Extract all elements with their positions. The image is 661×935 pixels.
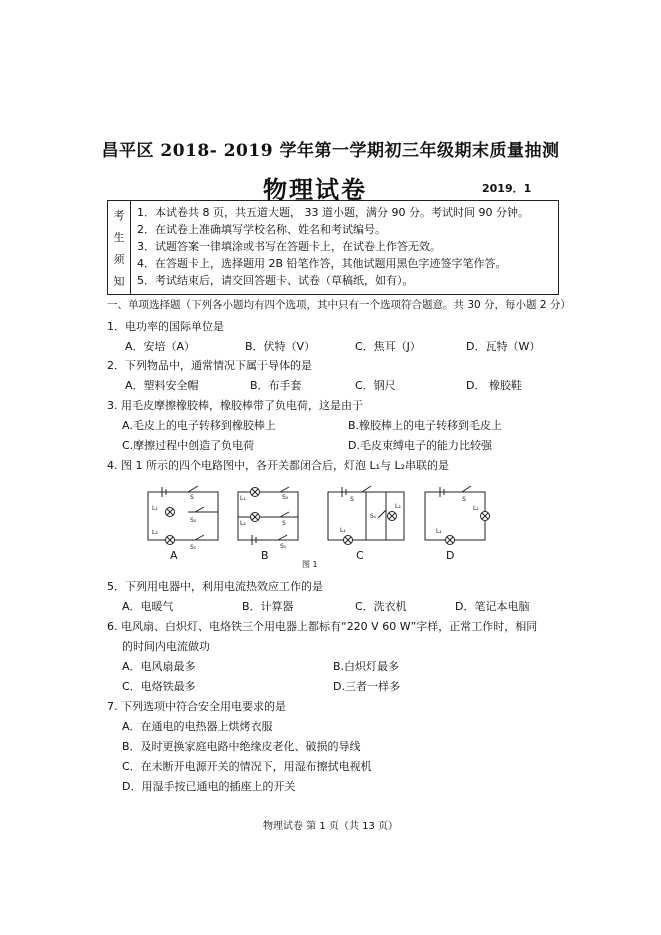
option-a: A.毛皮上的电子转移到橡胶棒上 [122,419,276,432]
notice-rule: 5．考试结束后，请交回答题卡、试卷（草稿纸，如有）。 [137,274,414,287]
option-c: C．钢尺 [355,379,396,392]
label-l2: L₂ [240,520,246,527]
circuit-label: C [356,549,364,562]
notice-rule: 1．本试卷共 8 页，共五道大题， 33 道小题，满分 90 分。考试时间 90 分钟。 [137,206,529,219]
exam-subtitle: 物理试卷 [263,175,367,204]
side-char: 生 [113,231,125,244]
notice-rule: 2．在试卷上准确填写学校名称、姓名和考试编号。 [137,223,386,236]
option-a: A．电暖气 [122,600,174,613]
question-stem: 3. 用毛皮摩擦橡胶棒，橡胶棒带了负电荷，这是由于 [107,399,363,412]
label-l1: L₁ [152,505,158,512]
label-s: S [350,496,354,503]
option-d: D． 橡胶鞋 [466,379,522,392]
option-d: D.三者一样多 [333,680,400,693]
label-s1: S₁ [190,544,197,551]
circuit-c [328,486,404,545]
label-l2: L₂ [152,529,158,536]
notice-rule: 4．在答题卡上，选择题用 2B 铅笔作答，其他试题用黑色字迹签字笔作答。 [137,257,507,270]
label-s2: S₂ [282,494,289,501]
circuit-label: B [261,549,269,562]
label-l1: L₁ [436,528,442,535]
circuit-d [425,486,490,545]
side-char: 知 [113,275,125,288]
question-stem: 4. 图 1 所示的四个电路图中，各开关都闭合后，灯泡 L₁与 L₂串联的是 [107,459,450,472]
label-s: S [190,494,194,501]
option-a: A．电风扇最多 [122,660,196,673]
option-a: A．在通电的电热器上烘烤衣服 [122,720,273,733]
notice-box [107,200,559,295]
notice-rule: 3．试题答案一律填涂或书写在答题卡上，在试卷上作答无效。 [137,240,441,253]
option-a: A．安培（A） [125,340,196,353]
option-b: B.橡胶棒上的电子转移到毛皮上 [348,419,503,432]
figure-caption: 图 1 [302,560,318,569]
circuit-a [148,486,218,545]
option-d: D.毛皮束缚电子的能力比较强 [348,439,492,452]
option-c: C．在未断开电源开关的情况下，用湿布擦拭电视机 [122,760,372,773]
exam-date: 2019．1 [482,182,532,195]
option-d: D．用湿手按已通电的插座上的开关 [122,780,296,793]
label-s: S [462,496,466,503]
circuit-label: A [170,549,178,562]
question-stem: 2．下列物品中，通常情况下属于导体的是 [107,359,312,372]
circuit-label: D [446,549,455,562]
question-stem: 6. 电风扇、白炽灯、电烙铁三个用电器上都标有“220 V 60 W”字样，正常工作时，相同 [107,620,538,633]
label-s: S [282,520,286,527]
option-b: B．布手套 [250,379,302,392]
label-s1: S₁ [370,513,377,520]
circuit-b [238,487,298,545]
label-s1: S₁ [280,543,287,550]
question-stem: 1．电功率的国际单位是 [107,320,224,333]
label-l2: L₂ [395,503,401,510]
option-c: C.摩擦过程中创造了负电荷 [122,439,255,452]
notice-side-label [108,201,131,295]
exam-title: 昌平区 2018- 2019 学年第一学期初三年级期末质量抽测 [101,141,560,161]
label-l2: L₂ [473,505,479,512]
option-b: B.白炽灯最多 [333,660,400,673]
option-d: D．笔记本电脑 [455,600,530,613]
question-stem: 5．下列用电器中，利用电流热效应工作的是 [107,580,323,593]
option-b: B．伏特（V） [245,340,316,353]
side-char: 须 [113,253,125,266]
option-c: C．电烙铁最多 [122,680,196,693]
option-b: B．计算器 [242,600,294,613]
page-footer: 物理试卷 第 1 页（共 13 页） [263,821,398,832]
question-stem-cont: 的时间内电流做功 [122,640,210,653]
label-l1: L₁ [340,527,346,534]
label-l1: L₁ [240,495,246,502]
option-c: C．焦耳（J） [355,340,421,353]
option-d: D．瓦特（W） [466,340,541,353]
section-heading: 一、单项选择题（下列各小题均有四个选项，其中只有一个选项符合题意。共 30 分，每小题 2 分） [107,299,571,311]
notice-rules [131,201,559,295]
question-stem: 7. 下列选项中符合安全用电要求的是 [107,700,286,713]
label-s2: S₂ [190,517,197,524]
option-b: B．及时更换家庭电路中绝缘皮老化、破损的导线 [122,740,361,753]
side-char: 考 [113,209,125,222]
option-c: C．洗衣机 [355,600,407,613]
option-a: A．塑料安全帽 [125,379,199,392]
circuit-figure [140,482,500,572]
